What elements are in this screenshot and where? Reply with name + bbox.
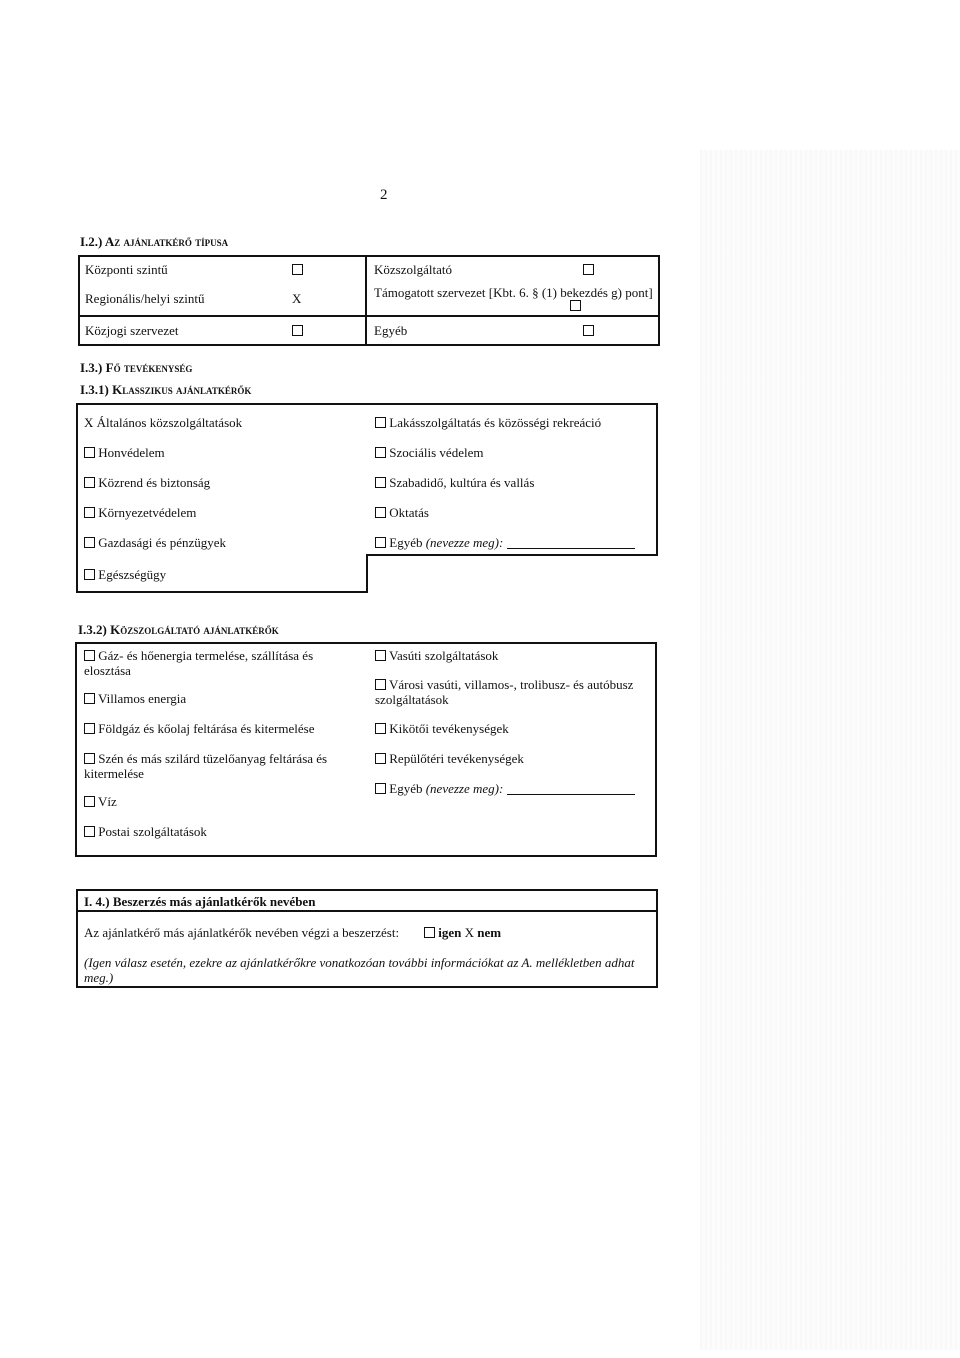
scan-shading: [700, 150, 960, 1350]
classic-health-checkbox[interactable]: [84, 569, 95, 580]
utility-railway: Vasúti szolgáltatások: [375, 648, 498, 663]
classic-economic: Gazdasági és pénzügyek: [84, 535, 226, 550]
behalf-yes-checkbox[interactable]: [424, 927, 435, 938]
classic-box-right: [656, 403, 658, 556]
type-central-label: Központi szintű: [85, 262, 168, 277]
utility-other-checkbox[interactable]: [375, 783, 386, 794]
classic-recreation-checkbox[interactable]: [375, 477, 386, 488]
behalf-no-label: nem: [477, 925, 502, 940]
type-regional-label: Regionális/helyi szintű: [85, 291, 205, 306]
classic-other: Egyéb (nevezze meg):: [375, 535, 635, 550]
utility-port-checkbox[interactable]: [375, 723, 386, 734]
type-table-divider: [365, 255, 367, 346]
classic-public-order: Közrend és biztonság: [84, 475, 210, 490]
utility-other-input[interactable]: [507, 782, 635, 795]
classic-housing: Lakásszolgáltatás és közösségi rekreáció: [375, 415, 601, 430]
classic-general-services-mark[interactable]: X: [84, 415, 94, 430]
classic-environment: Környezetvédelem: [84, 505, 196, 520]
utility-postal: Postai szolgáltatások: [84, 824, 207, 839]
classic-social-checkbox[interactable]: [375, 447, 386, 458]
utility-water: Víz: [84, 794, 117, 809]
section-heading-behalf: I. 4.) Beszerzés más ajánlatkérők nevében: [84, 894, 316, 909]
type-public-law-checkbox[interactable]: [292, 325, 303, 336]
utility-gas-oil: Földgáz és kőolaj feltárása és kitermelése: [84, 721, 314, 736]
behalf-question: Az ajánlatkérő más ajánlatkérők nevében végzi a beszerzést:: [84, 925, 400, 940]
utility-other: Egyéb (nevezze meg):: [375, 781, 635, 796]
utility-urban-transport-checkbox[interactable]: [375, 679, 386, 690]
classic-economic-checkbox[interactable]: [84, 537, 95, 548]
utility-coal: Szén és más szilárd tüzelőanyag feltárása és kitermelése: [84, 751, 328, 781]
type-table-row-line: [78, 315, 660, 317]
classic-defence-checkbox[interactable]: [84, 447, 95, 458]
classic-box-inner: [366, 554, 368, 593]
type-central-checkbox[interactable]: [292, 264, 303, 275]
utility-airport-checkbox[interactable]: [375, 753, 386, 764]
type-other-label: Egyéb: [374, 323, 408, 338]
utility-postal-checkbox[interactable]: [84, 826, 95, 837]
utility-railway-checkbox[interactable]: [375, 650, 386, 661]
classic-box-top: [76, 403, 658, 405]
utility-urban-transport: Városi vasúti, villamos-, trolibusz- és autóbusz szolgáltatások: [375, 677, 634, 707]
type-utility-label: Közszolgáltató: [374, 262, 452, 277]
type-utility-checkbox[interactable]: [583, 264, 594, 275]
classic-housing-checkbox[interactable]: [375, 417, 386, 428]
utility-airport: Repülőtéri tevékenységek: [375, 751, 524, 766]
classic-box-bottom: [76, 591, 368, 593]
classic-recreation: Szabadidő, kultúra és vallás: [375, 475, 534, 490]
type-supported-org-checkbox[interactable]: [570, 300, 581, 311]
classic-box-step: [366, 554, 658, 556]
classic-public-order-checkbox[interactable]: [84, 477, 95, 488]
section-heading-main-activity: I.3.) Fő tevékenység: [80, 360, 193, 375]
utility-electricity: Villamos energia: [84, 691, 186, 706]
utility-electricity-checkbox[interactable]: [84, 693, 95, 704]
classic-defence: Honvédelem: [84, 445, 165, 460]
section-heading-type: I.2.) Az ajánlatkérő típusa: [80, 234, 229, 249]
utility-coal-checkbox[interactable]: [84, 753, 95, 764]
utility-gas-oil-checkbox[interactable]: [84, 723, 95, 734]
behalf-heading-line: [76, 910, 658, 912]
behalf-no-mark[interactable]: X: [464, 925, 475, 940]
classic-box-left: [76, 403, 78, 593]
classic-other-input[interactable]: [507, 536, 635, 549]
type-supported-org-label: Támogatott szervezet [Kbt. 6. § (1) bekezdés g) pont]: [374, 285, 653, 300]
utility-port: Kikötői tevékenységek: [375, 721, 509, 736]
classic-social: Szociális védelem: [375, 445, 483, 460]
classic-environment-checkbox[interactable]: [84, 507, 95, 518]
type-regional-mark[interactable]: X: [292, 291, 302, 306]
section-heading-utility: I.3.2) Közszolgáltató ajánlatkérők: [78, 622, 279, 637]
type-other-checkbox[interactable]: [583, 325, 594, 336]
utility-gas-heat: Gáz- és hőenergia termelése, szállítása és elosztása: [84, 648, 314, 678]
classic-other-checkbox[interactable]: [375, 537, 386, 548]
page-number: 2: [380, 187, 388, 203]
behalf-answer: [424, 925, 501, 940]
section-heading-classic: I.3.1) Klasszikus ajánlatkérők: [80, 382, 252, 397]
classic-education: Oktatás: [375, 505, 429, 520]
classic-general-services: X Általános közszolgáltatások: [84, 415, 243, 430]
classic-health: Egészségügy: [84, 567, 166, 582]
behalf-note: (Igen válasz esetén, ezekre az ajánlatkérőkre vonatkozóan további információkat az A. mellékletben adhat meg.): [84, 955, 635, 985]
utility-gas-heat-checkbox[interactable]: [84, 650, 95, 661]
type-public-law-label: Közjogi szervezet: [85, 323, 179, 338]
classic-education-checkbox[interactable]: [375, 507, 386, 518]
behalf-yes-label: igen: [438, 925, 462, 940]
utility-water-checkbox[interactable]: [84, 796, 95, 807]
